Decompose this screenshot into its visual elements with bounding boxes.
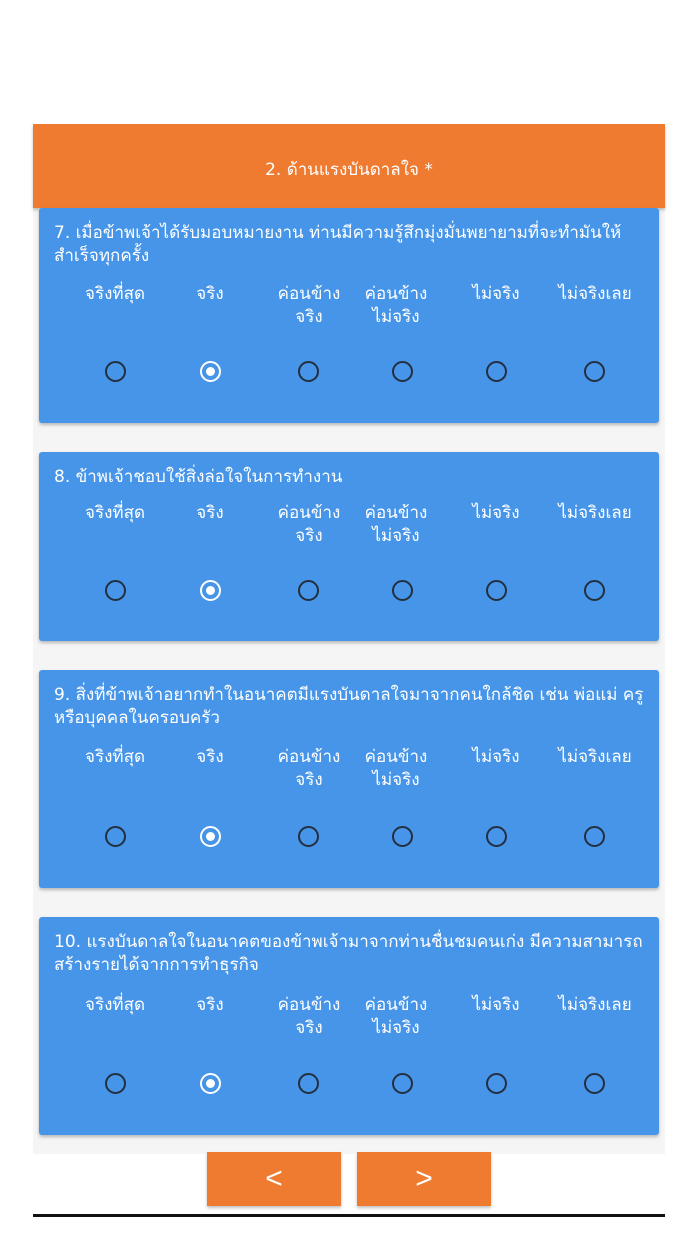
radio-very-false[interactable] bbox=[584, 580, 605, 601]
option-label-very-true: จริงที่สุด bbox=[84, 284, 145, 304]
option-label-very-false: ไม่จริงเลย bbox=[558, 503, 632, 523]
radio-fairly-false[interactable] bbox=[392, 580, 413, 601]
option-label-false: ไม่จริง bbox=[472, 284, 520, 304]
option-label-fairly-false: ค่อนข้าง ไม่จริง bbox=[364, 747, 428, 790]
radio-fairly-true[interactable] bbox=[298, 580, 319, 601]
option-label-fairly-true: ค่อนข้าง จริง bbox=[277, 284, 341, 327]
option-label-fairly-false: ค่อนข้าง ไม่จริง bbox=[364, 995, 428, 1038]
radio-false[interactable] bbox=[486, 580, 507, 601]
radio-very-true[interactable] bbox=[105, 580, 126, 601]
question-card-9 bbox=[39, 670, 659, 888]
radio-fairly-false[interactable] bbox=[392, 361, 413, 382]
question-text: 8. ข้าพเจ้าชอบใช้สิ่งล่อใจในการทำงาน bbox=[54, 467, 343, 487]
option-label-fairly-false: ค่อนข้าง ไม่จริง bbox=[364, 503, 428, 546]
radio-true[interactable] bbox=[200, 826, 221, 847]
question-text: 9. สิ่งที่ข้าพเจ้าอยากทำในอนาคตมีแรงบันดาลใจมาจากคนใกล้ชิด เช่น พ่อแม่ ครู หรือบุคคลในครอบครัว bbox=[54, 685, 644, 728]
radio-true[interactable] bbox=[200, 361, 221, 382]
section-header: 2. ด้านแรงบันดาลใจ * bbox=[33, 124, 665, 208]
option-label-false: ไม่จริง bbox=[472, 747, 520, 767]
radio-false[interactable] bbox=[486, 361, 507, 382]
option-label-false: ไม่จริง bbox=[472, 503, 520, 523]
question-text: 7. เมื่อข้าพเจ้าได้รับมอบหมายงาน ท่านมีความรู้สึกมุ่งมั่นพยายามที่จะทำมันให้สำเร็จทุกครั้ง bbox=[54, 223, 622, 266]
option-label-fairly-true: ค่อนข้าง จริง bbox=[277, 747, 341, 790]
radio-very-false[interactable] bbox=[584, 1073, 605, 1094]
radio-very-true[interactable] bbox=[105, 1073, 126, 1094]
radio-fairly-true[interactable] bbox=[298, 826, 319, 847]
radio-true[interactable] bbox=[200, 1073, 221, 1094]
option-label-very-false: ไม่จริงเลย bbox=[558, 995, 632, 1015]
option-label-very-true: จริงที่สุด bbox=[84, 503, 145, 523]
radio-true[interactable] bbox=[200, 580, 221, 601]
option-label-very-false: ไม่จริงเลย bbox=[558, 284, 632, 304]
next-button[interactable]: > bbox=[357, 1152, 491, 1206]
question-text: 10. แรงบันดาลใจในอนาคตของข้าพเจ้ามาจากท่านชื่นชมคนเก่ง มีความสามารถ สร้างรายได้จากการทำธุรกิจ bbox=[54, 932, 643, 975]
radio-fairly-false[interactable] bbox=[392, 1073, 413, 1094]
radio-very-false[interactable] bbox=[584, 826, 605, 847]
option-label-true: จริง bbox=[196, 995, 224, 1015]
radio-false[interactable] bbox=[486, 1073, 507, 1094]
radio-very-true[interactable] bbox=[105, 361, 126, 382]
option-label-very-true: จริงที่สุด bbox=[84, 747, 145, 767]
radio-very-false[interactable] bbox=[584, 361, 605, 382]
option-label-true: จริง bbox=[196, 747, 224, 767]
option-label-fairly-true: ค่อนข้าง จริง bbox=[277, 503, 341, 546]
radio-very-true[interactable] bbox=[105, 826, 126, 847]
radio-fairly-true[interactable] bbox=[298, 361, 319, 382]
option-label-true: จริง bbox=[196, 503, 224, 523]
radio-fairly-true[interactable] bbox=[298, 1073, 319, 1094]
option-label-fairly-true: ค่อนข้าง จริง bbox=[277, 995, 341, 1038]
question-card-10 bbox=[39, 917, 659, 1135]
option-label-very-false: ไม่จริงเลย bbox=[558, 747, 632, 767]
bottom-divider bbox=[33, 1214, 665, 1217]
option-label-very-true: จริงที่สุด bbox=[84, 995, 145, 1015]
question-card-8 bbox=[39, 452, 659, 641]
option-label-fairly-false: ค่อนข้าง ไม่จริง bbox=[364, 284, 428, 327]
option-label-true: จริง bbox=[196, 284, 224, 304]
radio-fairly-false[interactable] bbox=[392, 826, 413, 847]
question-card-7 bbox=[39, 208, 659, 423]
radio-false[interactable] bbox=[486, 826, 507, 847]
previous-button[interactable]: < bbox=[207, 1152, 341, 1206]
option-label-false: ไม่จริง bbox=[472, 995, 520, 1015]
